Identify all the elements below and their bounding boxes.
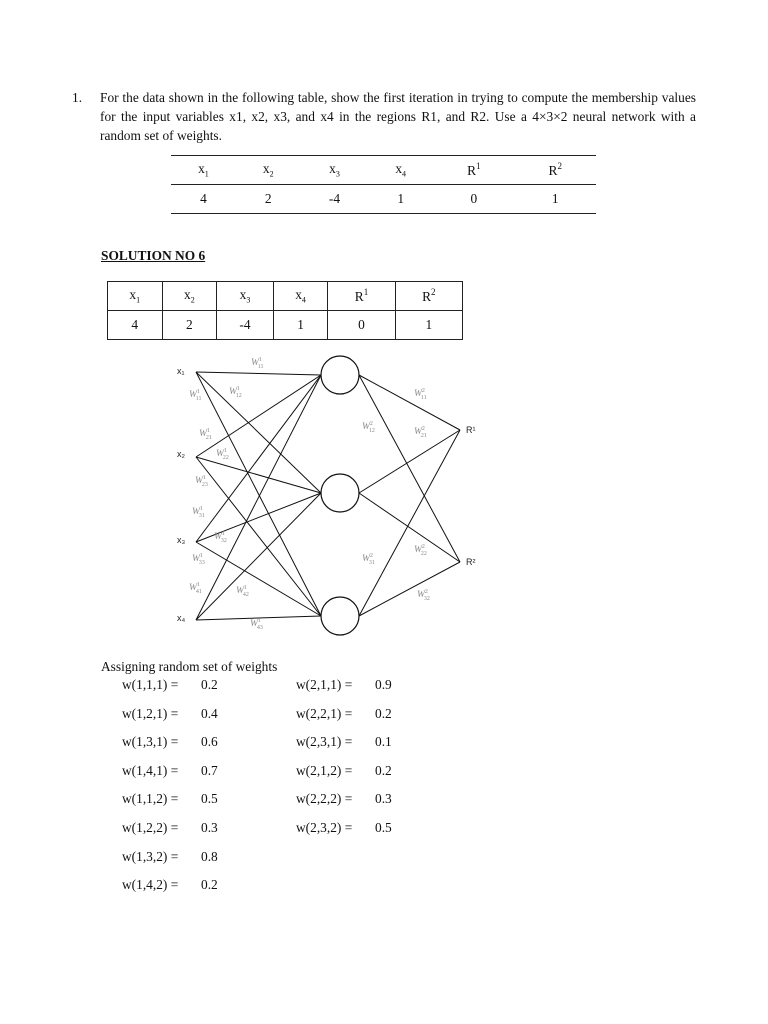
value-cell: 4: [171, 185, 236, 214]
weight-label: $W^1$ 41: [189, 582, 202, 595]
input-label-x1: x₁: [177, 366, 185, 376]
weight-label: $W^1$ 42: [236, 585, 249, 598]
value-cell: -4: [217, 311, 274, 340]
weight-label: $W^2$ 12: [362, 421, 375, 434]
weight-label: $W^1$ 12: [229, 386, 242, 399]
edge: [196, 375, 321, 457]
solution-title: SOLUTION NO 6: [101, 248, 206, 263]
weight-label: $W^1$ 11: [251, 357, 264, 370]
hidden-node-3: [321, 597, 359, 635]
edge: [359, 493, 460, 562]
data-table-header-row: [171, 156, 596, 185]
weight-label: $W^2$ 31: [362, 553, 375, 566]
weight-label: $W^1$ 22: [216, 448, 229, 461]
document-page: 1. For the data shown in the following table, show the first iteration in trying to compute the membership values for the input variables x1, x2, x3, and x4 in the regions R1, and R2. Use a 4×3×2 neural network with a random set of weights. $x_1$ $x_2$ $x_3$ $x_4$ $R^1$ $R^2$ 4 2 -4 1 0 1 SOLUTION NO 6 $x_1$ $x_2$ $x_3$ $x_4$ $R^1$ $R^2$ 4 2 -4 1 0 1 x₁ x₂ x₃ x₄ R¹ R² $W^1$ 11 $W^1$ 11 $W^1$ 12 $W^1$ 21 $W^1$ 22 $W^1$ 23 $W^1$ 31 $W^1$ 32 $W^1$ 33 $W^1$ 41 $W^1$ 42 $W^1$ 43 $W^2$ 11 $W^2$ 12 $W^2$ 21 $W^2$ 22 $W^2$ 31 $W^2$ 32 Assigning random set of weights w(1,1,1) = 0.2 w(1,2,1) = 0.4 w(1,3,1) = 0.6 w(1,4,1) = 0.7 w(1,1,2) = 0.5 w(1,2,2) = 0.3 w(1,3,2) = 0.8 w(1,4,2) = 0.2 w(2,1,1) = 0.9 w(2,2,1) = 0.2 w(2,3,1) = 0.1 w(2,1,2) = 0.2 w(2,2,2) = 0.3 w(2,3,2) = 0.5: [72, 90, 696, 893]
solution-table: [107, 281, 463, 340]
header-cell: $R^1$: [328, 282, 395, 311]
value-cell: 2: [236, 185, 301, 214]
weight-label: $W^1$ 31: [192, 506, 205, 519]
edge: [196, 493, 321, 620]
header-cell: $x_4$: [368, 156, 433, 185]
weight-label: $W^2$ 21: [414, 426, 427, 439]
value-cell: 1: [273, 311, 328, 340]
hidden-node-1: [321, 356, 359, 394]
weight-label: $W^1$ 43: [250, 618, 263, 631]
weight-label: $W^2$ 32: [417, 589, 430, 602]
output-label-r1: R¹: [466, 425, 476, 435]
header-cell: $R^2$: [395, 282, 462, 311]
value-cell: 1: [368, 185, 433, 214]
hidden-nodes: [321, 356, 359, 635]
header-cell: $R^2$: [515, 156, 596, 185]
edge: [196, 375, 321, 542]
header-cell: $x_2$: [236, 156, 301, 185]
weight-label: $W^2$ 22: [414, 544, 427, 557]
header-cell: $x_4$: [273, 282, 328, 311]
question-text: For the data shown in the following table, show the first iteration in trying to compute the membership values for the input variables x1, x2, x3, and x4 in the regions R1, and R2. Use a 4×3×2 neural network with a random set of weights.: [100, 90, 696, 143]
value-cell: 0: [328, 311, 395, 340]
weight-label: $W^1$ 32: [214, 531, 227, 544]
assign-weights-title: Assigning random set of weights: [101, 659, 278, 674]
value-cell: 1: [515, 185, 596, 214]
header-cell: $R^1$: [433, 156, 514, 185]
value-cell: 4: [108, 311, 163, 340]
value-cell: 1: [395, 311, 462, 340]
data-table-value-row: [171, 185, 596, 214]
edge: [196, 372, 321, 375]
question-number: 1.: [72, 90, 83, 105]
input-label-x2: x₂: [177, 449, 185, 459]
edge: [196, 375, 321, 620]
header-cell: $x_2$: [162, 282, 217, 311]
value-cell: -4: [301, 185, 369, 214]
weight-label: $W^1$ 23: [195, 475, 208, 488]
edge: [359, 430, 460, 616]
header-cell: $x_3$: [217, 282, 274, 311]
weight-label: $W^1$ 21: [199, 428, 212, 441]
header-cell: $x_1$: [108, 282, 163, 311]
weight-label: $W^1$ 11: [189, 389, 202, 402]
value-cell: 2: [162, 311, 217, 340]
weight-label: $W^1$ 33: [192, 553, 205, 566]
solution-table-value-row: [108, 311, 463, 340]
neural-network-diagram: [168, 352, 488, 642]
header-cell: $x_1$: [171, 156, 236, 185]
weight-label: $W^2$ 11: [414, 388, 427, 401]
output-label-r2: R²: [466, 557, 476, 567]
hidden-node-2: [321, 474, 359, 512]
solution-table-header-row: [108, 282, 463, 311]
value-cell: 0: [433, 185, 514, 214]
input-label-x3: x₃: [177, 535, 186, 545]
input-label-x4: x₄: [177, 613, 186, 623]
data-table: [171, 155, 596, 214]
edge: [359, 430, 460, 493]
header-cell: $x_3$: [301, 156, 369, 185]
